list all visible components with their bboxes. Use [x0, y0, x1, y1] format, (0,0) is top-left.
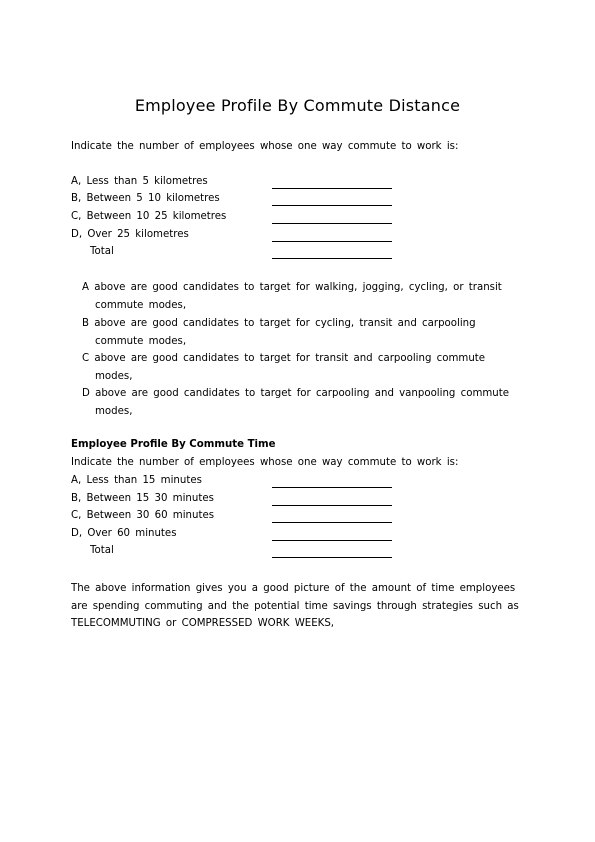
distance-note-b	[82, 315, 522, 350]
distance-item-label: D, Over 25 kilometres	[71, 229, 189, 240]
total-label: Total	[90, 246, 114, 257]
time-section-heading: Employee Profile By Commute Time	[71, 439, 276, 450]
time-intro: Indicate the number of employees whose one way commute to work is:	[71, 457, 459, 468]
answer-blank[interactable]	[272, 188, 392, 189]
answer-blank[interactable]	[272, 241, 392, 242]
time-item-label: D, Over 60 minutes	[71, 528, 177, 539]
time-item-label: A, Less than 15 minutes	[71, 475, 202, 486]
closing-line: The above information gives you a good picture of the amount of time employees	[71, 583, 516, 594]
distance-total-row	[71, 246, 401, 262]
note-line: modes,	[95, 370, 133, 382]
note-line: D above are good candidates to target for carpooling and vanpooling commute	[82, 388, 510, 399]
time-item-d	[71, 528, 401, 544]
time-item-a	[71, 475, 401, 491]
page-title: Employee Profile By Commute Distance	[134, 96, 461, 115]
total-label: Total	[90, 545, 114, 556]
note-line: C above are good candidates to target for transit and carpooling commute	[82, 353, 486, 364]
distance-item-b	[71, 193, 401, 209]
answer-blank[interactable]	[272, 487, 392, 488]
distance-note-a	[82, 279, 522, 314]
closing-line: TELECOMMUTING or COMPRESSED WORK WEEKS,	[71, 618, 335, 629]
distance-item-c	[71, 211, 401, 227]
answer-blank[interactable]	[272, 205, 392, 206]
closing-paragraph	[71, 580, 521, 633]
distance-intro: Indicate the number of employees whose one way commute to work is:	[71, 141, 459, 152]
answer-blank[interactable]	[272, 522, 392, 523]
note-line: B above are good candidates to target for cycling, transit and carpooling	[82, 318, 476, 329]
note-line: commute modes,	[95, 299, 187, 311]
distance-note-d	[82, 385, 522, 420]
distance-item-label: B, Between 5 10 kilometres	[71, 193, 220, 204]
distance-item-d	[71, 229, 401, 245]
answer-blank[interactable]	[272, 540, 392, 541]
distance-item-a	[71, 176, 401, 192]
distance-item-label: A, Less than 5 kilometres	[71, 176, 208, 187]
time-item-label: C, Between 30 60 minutes	[71, 510, 215, 521]
time-item-label: B, Between 15 30 minutes	[71, 493, 214, 504]
distance-note-c	[82, 350, 522, 385]
time-total-row	[71, 545, 401, 561]
note-line: modes,	[95, 405, 133, 417]
time-item-c	[71, 510, 401, 526]
answer-blank[interactable]	[272, 258, 392, 259]
closing-line: are spending commuting and the potential time savings through strategies such as	[71, 600, 519, 612]
note-line: A above are good candidates to target for walking, jogging, cycling, or transit	[82, 282, 502, 293]
time-item-b	[71, 493, 401, 509]
note-line: commute modes,	[95, 335, 187, 347]
answer-blank[interactable]	[272, 505, 392, 506]
distance-item-label: C, Between 10 25 kilometres	[71, 211, 227, 222]
answer-blank[interactable]	[272, 223, 392, 224]
answer-blank[interactable]	[272, 557, 392, 558]
